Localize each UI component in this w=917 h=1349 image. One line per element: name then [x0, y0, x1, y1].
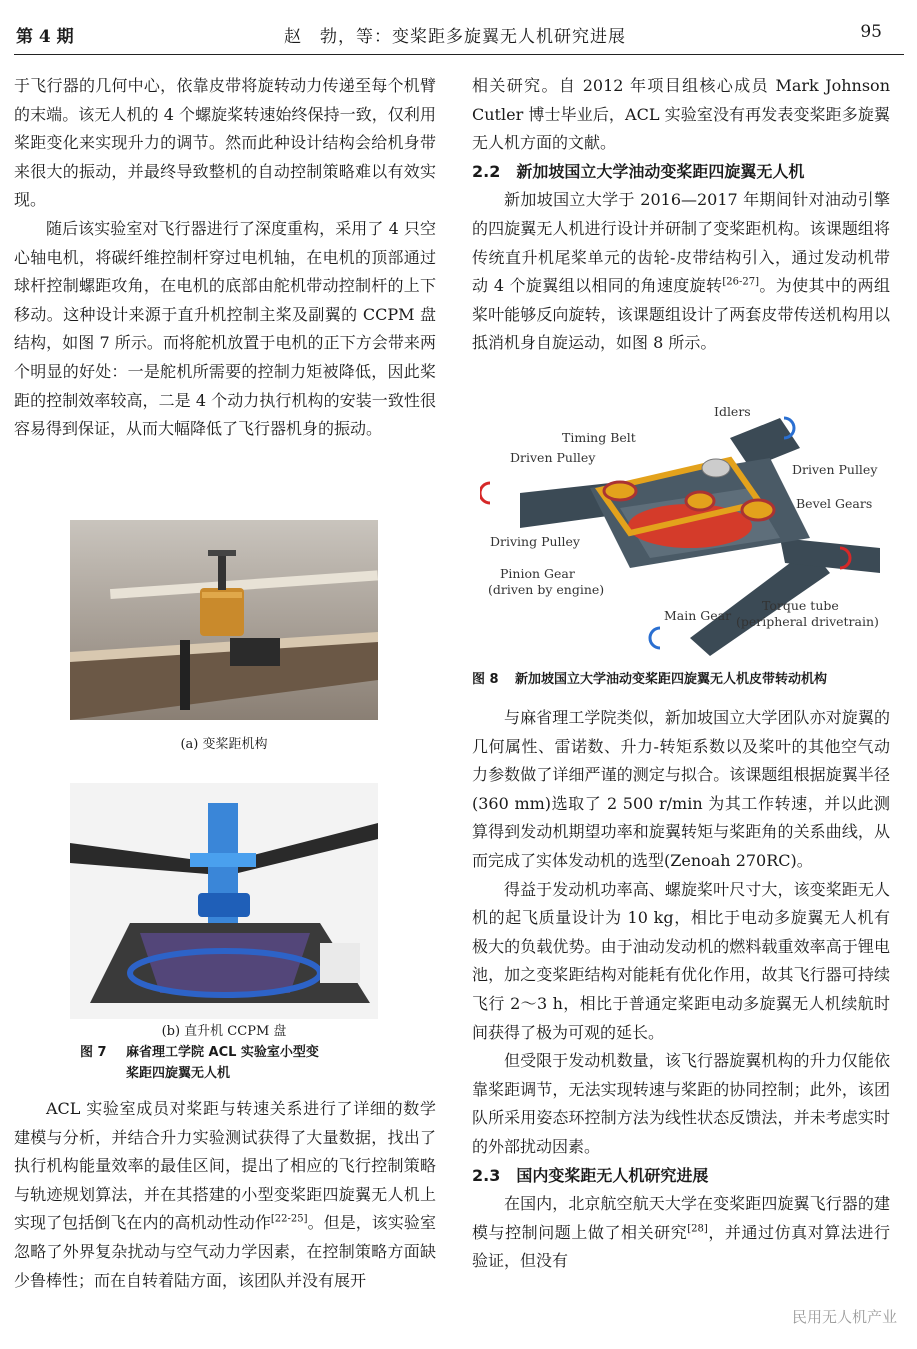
label-main-gear: Main Gear: [664, 608, 732, 623]
issue-number: 第 4 期: [16, 27, 74, 47]
citation: [28]: [687, 1223, 708, 1235]
watermark: 民用无人机产业: [791, 1308, 897, 1326]
label-timing-belt: Timing Belt: [562, 430, 636, 445]
paragraph: 但受限于发动机数量，该飞行器旋翼机构的升力仅能依靠桨距调节，无法实现转速与桨距的协同控制；此外，该团队所采用姿态环控制方法为线性状态反馈法，并未考虑实时的外部扰动因素。: [472, 1051, 890, 1156]
running-title: 赵 勃，等：变桨距多旋翼无人机研究进展: [284, 27, 626, 47]
page-number: 95: [860, 22, 882, 42]
label-bevel-gears: Bevel Gears: [796, 496, 873, 511]
paragraph: ACL 实验室成员对桨距与转速关系进行了详细的数学建模与分析，并结合升力实验测试获得了大量数据，找出了执行机构能量效率的最佳区间，提出了相应的飞行控制策略与轨迹规划算法，并在其搭建的小型变桨距四旋翼无人机上实现了包括倒飞在内的高机动性动作[22-25]。但是，该实验室忽略了外界复杂扰动与空气动力学因素，在控制策略方面缺少鲁棒性；而在自转着陆方面，该团队并没有展开: [14, 1099, 436, 1290]
paragraph: 得益于发动机功率高、螺旋桨叶尺寸大，该变桨距无人机的起飞质量设计为 10 kg，相比于电动多旋翼无人机有极大的负载优势。由于油动发动机的燃料载重效率高于锂电池，加之变桨距结构对能耗有优化作用，故其飞行器可持续飞行 2～3 h，相比于普通定桨距电动多旋翼无人机续航时间获得了极为可观的延长。: [472, 879, 890, 1042]
figure-8-label: 图 8: [472, 672, 499, 687]
label-idlers: Idlers: [714, 404, 751, 419]
figure-7-title-line1: 麻省理工学院 ACL 实验室小型变: [126, 1045, 319, 1060]
label-driven-pulley-right: Driven Pulley: [792, 462, 878, 477]
figure-8-diagram: [480, 398, 900, 656]
label-driven-pulley-left: Driven Pulley: [510, 450, 596, 465]
paragraph: 随后该实验室对飞行器进行了深度重构，采用了 4 只空心轴电机，将碳纤维控制杆穿过电机轴，在电机的顶部通过球杆控制螺距攻角，在电机的底部由舵机带动控制杆的上下移动。这种设计来源于直升机控制主桨及副翼的 CCPM 盘结构，如图 7 所示。而将舵机放置于电机的正下方会带来两个明显的好处：一是舵机所需要的控制力矩被降低，因此桨距的控制效率较高，二是 4 个动力执行机构的安装一致性很容易得到保证，从而大幅降低了飞行器机身的振动。: [14, 218, 436, 439]
figure-7b-caption: (b) 直升机 CCPM 盘: [161, 1024, 287, 1039]
label-torque-tube: Torque tube: [762, 598, 839, 613]
citation: [22-25]: [270, 1214, 308, 1226]
running-header: [14, 18, 904, 55]
section-heading-2-3: 2.3 国内变桨距无人机研究进展: [472, 1165, 709, 1185]
citation: [26-27]: [722, 276, 759, 288]
figure-8-title: 新加坡国立大学油动变桨距四旋翼无人机皮带转动机构: [515, 672, 828, 687]
left-column-top: [14, 72, 436, 444]
figure-7a-photo: [70, 520, 378, 720]
right-column-top: [472, 72, 890, 358]
paragraph: 于飞行器的几何中心，依靠皮带将旋转动力传递至每个机臂的末端。该无人机的 4 个螺旋桨转速始终保持一致，仅利用桨距变化来实现升力的调节。然而此种设计结构会给机身带来很大的振动，并最终导致整机的自动控制策略难以有效实现。: [14, 76, 436, 210]
paragraph: 相关研究。自 2012 年项目组核心成员 Mark Johnson Cutler 博士毕业后，ACL 实验室没有再发表变桨距多旋翼无人机方面的文献。: [472, 76, 890, 153]
figure-7b-photo: [70, 783, 378, 1019]
paragraph: 与麻省理工学院类似，新加坡国立大学团队亦对旋翼的几何属性、雷诺数、升力-转矩系数以及桨叶的其他空气动力参数做了详细严谨的测定与拟合。该课题组根据旋翼半径(360 mm)选取了 2 500 r/min 为其工作转速，并以此测算得到发动机期望功率和旋翼转矩与桨距角的关系曲线，从而完成了实体发动机的选型(Zenoah 270RC)。: [472, 708, 890, 870]
figure-7-label: 图 7: [80, 1045, 107, 1060]
figure-7a-caption: (a) 变桨距机构: [180, 737, 268, 752]
label-pinion-gear-sub: (driven by engine): [488, 582, 605, 597]
paragraph: 在国内，北京航空航天大学在变桨距四旋翼飞行器的建模与控制问题上做了相关研究[28]，并通过仿真对算法进行验证，但没有: [472, 1194, 890, 1271]
right-column-bottom: [472, 704, 890, 1276]
label-torque-tube-sub: (peripheral drivetrain): [736, 614, 879, 629]
label-driving-pulley: Driving Pulley: [490, 534, 580, 549]
label-pinion-gear: Pinion Gear: [500, 566, 575, 581]
paragraph: 新加坡国立大学于 2016—2017 年期间针对油动引擎的四旋翼无人机进行设计并研制了变桨距机构。该课题组将传统直升机尾桨单元的齿轮-皮带结构引入，通过发动机带动 4 个旋翼组以相同的角速度旋转[26-27]。为使其中的两组桨叶能够反向旋转，该课题组设计了两套皮带传送机构用以抵消机身自旋运动，如图 8 所示。: [472, 190, 890, 353]
section-heading-2-2: 2.2 新加坡国立大学油动变桨距四旋翼无人机: [472, 161, 805, 181]
figure-7-title-line2: 桨距四旋翼无人机: [126, 1066, 231, 1081]
left-column-bottom: [14, 1095, 436, 1295]
